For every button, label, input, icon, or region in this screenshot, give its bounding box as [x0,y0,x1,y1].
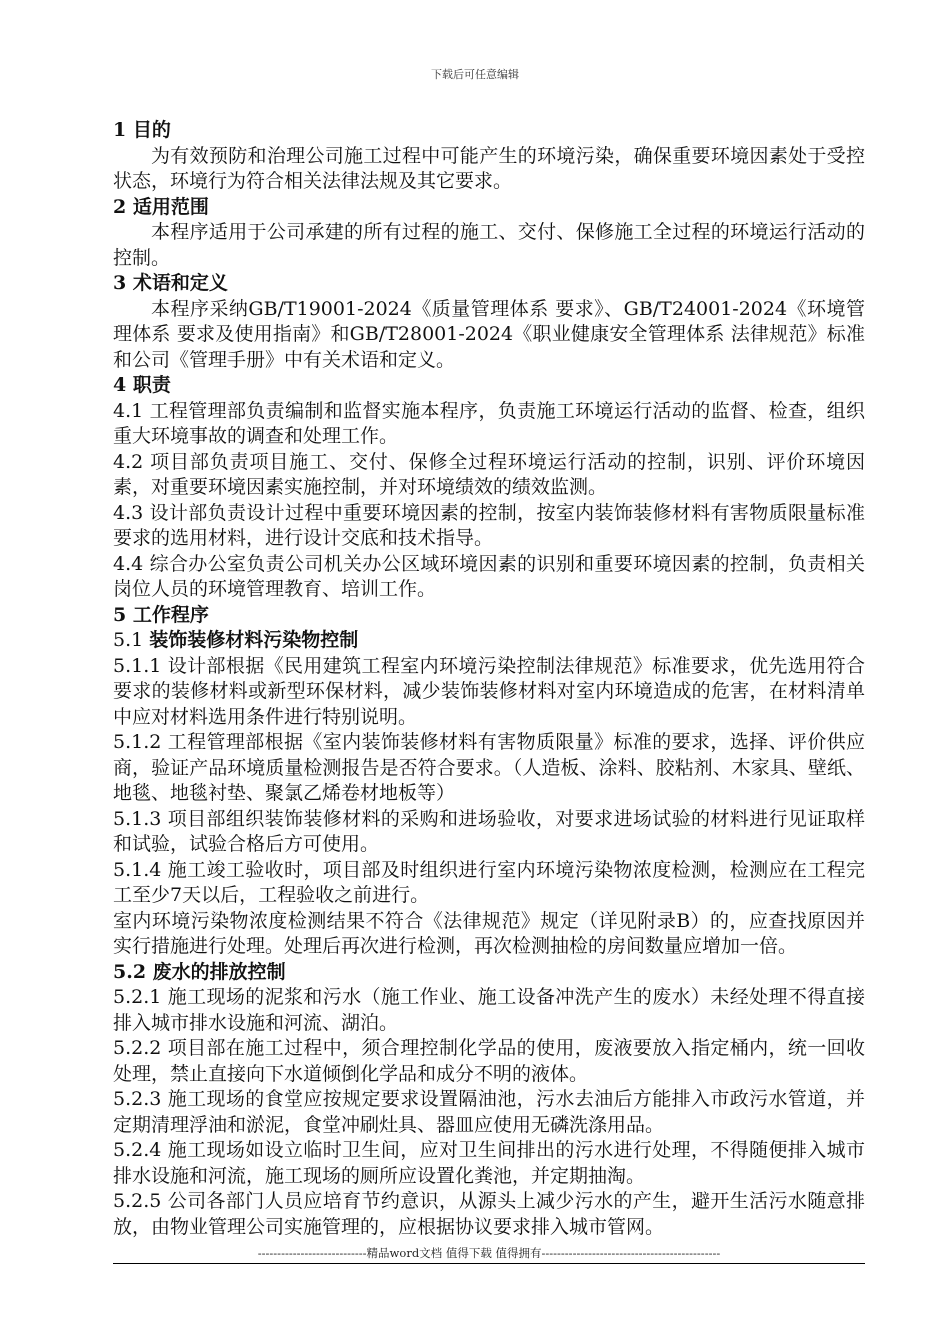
section-heading: 5.2 废水的排放控制 [113,960,286,983]
subsection-number: 5.1 [113,629,150,651]
section-heading: 5 工作程序 [113,603,209,626]
paragraph: 5.2.4 施工现场如设立临时卫生间，应对卫生间排出的污水进行处理，不得随便排入城市排水设施和河流，施工现场的厕所应设置化粪池，并定期抽淘。 [113,1139,865,1187]
paragraph: 4.1 工程管理部负责编制和监督实施本程序，负责施工环境运行活动的监督、检查，组织重大环境事故的调查和处理工作。 [113,399,865,447]
paragraph: 5.2.1 施工现场的泥浆和污水（施工作业、施工设备冲洗产生的废水）未经处理不得直接排入城市排水设施和河流、湖泊。 [113,986,865,1034]
footer-note: ----------------------------精品word文档 值得下载 值得拥有---------------------------------------------- [257,1246,721,1260]
subsection-title: 装饰装修材料污染物控制 [149,629,359,651]
section-heading: 3 术语和定义 [113,272,228,294]
paragraph: 本程序适用于公司承建的所有过程的施工、交付、保修施工全过程的环境运行活动的控制。 [113,221,865,269]
footer-rule [113,1263,865,1264]
paragraph: 室内环境污染物浓度检测结果不符合《法律规范》规定（详见附录B）的，应查找原因并实行措施进行处理。处理后再次进行检测，再次检测抽检的房间数量应增加一倍。 [113,909,865,957]
paragraph: 本程序采纳GB/T19001-2024《质量管理体系 要求》、GB/T24001-2024《环境管理体系 要求及使用指南》和GB/T28001-2024《职业健康安全管理体系 法律规范》标准和公司《管理手册》中有关术语和定义。 [113,297,865,371]
paragraph: 为有效预防和治理公司施工过程中可能产生的环境污染，确保重要环境因素处于受控状态，环境行为符合相关法律法规及其它要求。 [113,144,865,192]
section-heading: 1 目的 [113,119,171,141]
paragraph: 5.1.1 设计部根据《民用建筑工程室内环境污染控制法律规范》标准要求，优先选用符合要求的装修材料或新型环保材料，减少装饰装修材料对室内环境造成的危害，在材料清单中应对材料选用条件进行特别说明。 [113,654,865,728]
paragraph: 5.2.5 公司各部门人员应培育节约意识，从源头上减少污水的产生，避开生活污水随意排放，由物业管理公司实施管理的，应根据协议要求排入城市管网。 [113,1190,865,1238]
paragraph: 5.1.3 项目部组织装饰装修材料的采购和进场验收，对要求进场试验的材料进行见证取样和试验，试验合格后方可使用。 [113,807,865,855]
paragraph: 5.1.4 施工竣工验收时，项目部及时组织进行室内环境污染物浓度检测，检测应在工程完工至少7天以后，工程验收之前进行。 [113,858,865,906]
paragraph: 5.2.3 施工现场的食堂应按规定要求设置隔油池，污水去油后方能排入市政污水管道，并定期清理浮油和淤泥，食堂冲刷灶具、器皿应使用无磷洗涤用品。 [113,1088,865,1136]
header-note: 下载后可任意编辑 [431,68,519,81]
paragraph: 4.3 设计部负责设计过程中重要环境因素的控制，按室内装饰装修材料有害物质限量标准要求的选用材料，进行设计交底和技术指导。 [113,501,865,549]
paragraph: 4.4 综合办公室负责公司机关办公区域环境因素的识别和重要环境因素的控制，负责相关岗位人员的环境管理教育、培训工作。 [113,552,865,600]
paragraph: 5.1.2 工程管理部根据《室内装饰装修材料有害物质限量》标准的要求，选择、评价供应商，验证产品环境质量检测报告是否符合要求。（人造板、涂料、胶粘剂、木家具、壁纸、地毯、地毯衬垫、聚氯乙烯卷材地板等） [113,731,865,804]
section-heading: 4 职责 [113,374,171,396]
paragraph: 4.2 项目部负责项目施工、交付、保修全过程环境运行活动的控制，识别、评价环境因素，对重要环境因素实施控制，并对环境绩效的绩效监测。 [113,450,865,498]
paragraph: 5.2.2 项目部在施工过程中，须合理控制化学品的使用，废液要放入指定桶内，统一回收处理，禁止直接向下水道倾倒化学品和成分不明的液体。 [113,1037,865,1085]
subsection-heading [113,628,865,654]
section-heading: 2 适用范围 [113,195,209,218]
document-body [113,118,865,1240]
